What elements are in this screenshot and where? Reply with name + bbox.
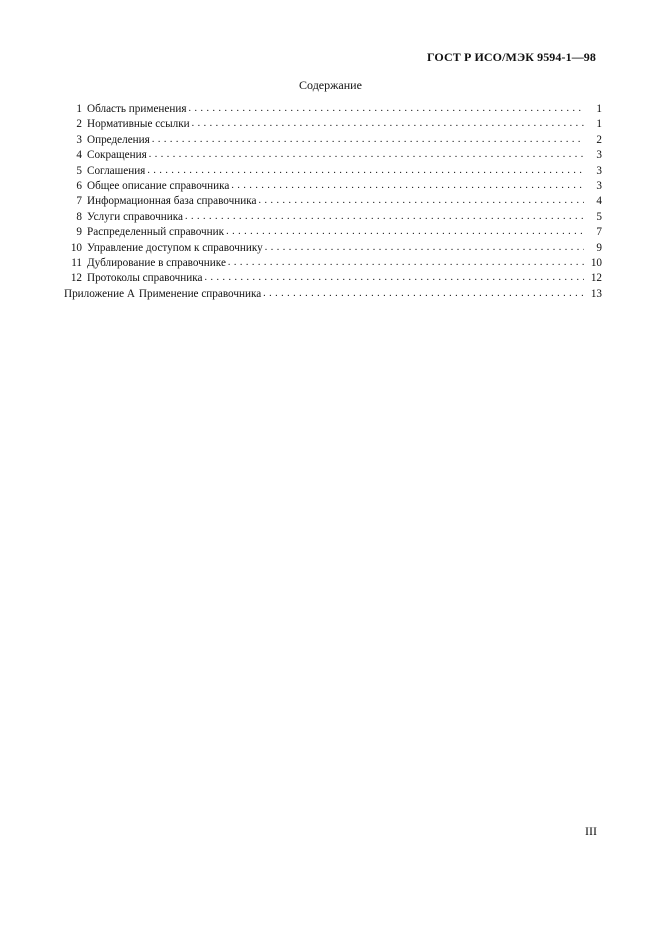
- toc-annex-title: Применение справочника: [138, 287, 262, 300]
- toc-dot-leader: [205, 270, 584, 285]
- toc-entry-number: 8: [76, 210, 82, 223]
- toc-dot-leader: [226, 224, 584, 239]
- toc-entry: [64, 148, 602, 163]
- toc-entry-page: 3: [596, 164, 602, 177]
- toc-entry-number: 7: [76, 195, 82, 208]
- table-of-contents: [64, 102, 602, 302]
- toc-entry-number: 9: [76, 226, 82, 239]
- toc-entry-number: 4: [76, 149, 82, 162]
- toc-entry-title: Определения: [87, 133, 150, 146]
- toc-dot-leader: [231, 178, 584, 193]
- toc-entry-number: 2: [76, 118, 82, 131]
- toc-entry-title: Услуги справочника: [87, 210, 183, 223]
- toc-entry-number: 11: [71, 256, 82, 269]
- toc-entry-title: Дублирование в справочнике: [87, 256, 226, 269]
- toc-entry: [64, 194, 602, 209]
- toc-entry: [64, 210, 602, 225]
- toc-annex-prefix: Приложение А: [64, 287, 135, 300]
- toc-dot-leader: [152, 132, 584, 147]
- toc-entry: [64, 179, 602, 194]
- toc-entry-number: 5: [76, 164, 82, 177]
- toc-entry: [64, 133, 602, 148]
- toc-dot-leader: [228, 255, 584, 270]
- toc-entry-page: 7: [596, 226, 602, 239]
- toc-entry-title: Нормативные ссылки: [87, 118, 190, 131]
- toc-annex-page: 13: [590, 287, 602, 300]
- toc-entry-page: 3: [596, 149, 602, 162]
- toc-entry: [64, 271, 602, 286]
- toc-entry: [64, 256, 602, 271]
- toc-dot-leader: [258, 193, 584, 208]
- toc-entry-number: 12: [70, 272, 82, 285]
- toc-dot-leader: [265, 240, 584, 255]
- toc-entry-number: 1: [76, 103, 82, 115]
- toc-entry-page: 9: [596, 241, 602, 254]
- toc-annex-entry: [64, 287, 602, 302]
- toc-entry-title: Соглашения: [87, 164, 146, 177]
- toc-title: Содержание: [299, 78, 362, 92]
- toc-entry-title: Распределенный справочник: [87, 226, 225, 239]
- toc-entry-title: Сокращения: [87, 149, 147, 162]
- toc-entry-page: 3: [596, 179, 602, 192]
- toc-dot-leader: [192, 116, 584, 131]
- toc-entry-number: 3: [76, 133, 82, 146]
- toc-entry-number: 10: [70, 241, 82, 254]
- toc-entry-title: Общее описание справочника: [87, 179, 230, 192]
- toc-entry-title: Информационная база справочника: [87, 195, 257, 208]
- document-code-header: ГОСТ Р ИСО/МЭК 9594-1—98: [426, 50, 596, 64]
- toc-entry-page: 1: [596, 118, 602, 131]
- toc-entry-page: 12: [590, 272, 602, 285]
- page-number: III: [585, 824, 597, 838]
- toc-entry-page: 4: [596, 195, 602, 208]
- toc-entry-page: 1: [596, 103, 602, 115]
- toc-entry: [64, 241, 602, 256]
- toc-dot-leader: [147, 163, 584, 178]
- toc-entry: [64, 102, 602, 117]
- toc-entry-number: 6: [76, 179, 82, 192]
- toc-entry-title: Протоколы справочника: [87, 272, 203, 285]
- toc-dot-leader: [185, 209, 584, 224]
- toc-entry: [64, 117, 602, 132]
- toc-entry-page: 5: [596, 210, 602, 223]
- toc-dot-leader: [149, 147, 584, 162]
- toc-entry: [64, 164, 602, 179]
- toc-entry-page: 10: [590, 256, 602, 269]
- toc-dot-leader: [188, 101, 584, 116]
- toc-entry-title: Область применения: [87, 103, 187, 115]
- toc-entry-title: Управление доступом к справочнику: [87, 241, 263, 254]
- toc-entry-page: 2: [596, 133, 602, 146]
- toc-entry: [64, 225, 602, 240]
- toc-dot-leader: [263, 286, 584, 301]
